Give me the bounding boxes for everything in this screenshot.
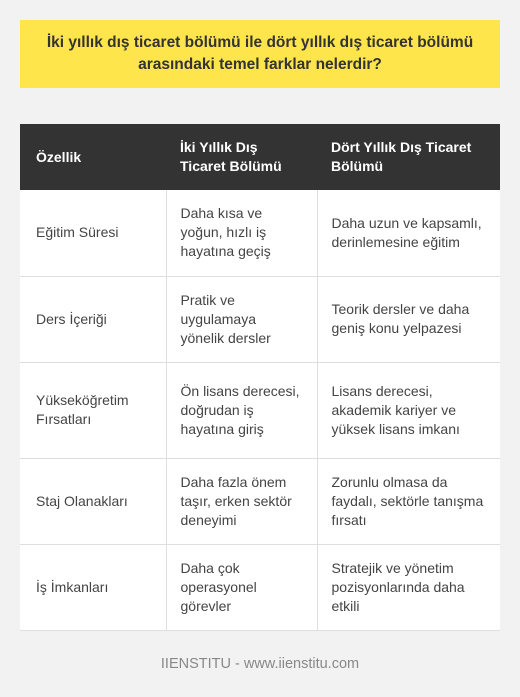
row-two-year: Pratik ve uygulamaya yönelik dersler	[166, 276, 317, 362]
row-four-year: Teorik dersler ve daha geniş konu yelpazesi	[317, 276, 500, 362]
row-feature: Staj Olanakları	[20, 458, 166, 544]
table-row	[20, 190, 500, 276]
row-two-year: Daha fazla önem taşır, erken sektör deneyimi	[166, 458, 317, 544]
row-four-year: Lisans derecesi, akademik kariyer ve yüksek lisans imkanı	[317, 362, 500, 458]
title-banner	[20, 20, 500, 88]
table-row	[20, 362, 500, 458]
row-two-year: Ön lisans derecesi, doğrudan iş hayatına giriş	[166, 362, 317, 458]
header-two-year: İki Yıllık Dış Ticaret Bölümü	[166, 124, 317, 190]
page-title: İki yıllık dış ticaret bölümü ile dört yıllık dış ticaret bölümü arasındaki temel farklar nelerdir?	[46, 34, 474, 73]
row-four-year: Daha uzun ve kapsamlı, derinlemesine eğitim	[317, 190, 500, 276]
header-feature: Özellik	[20, 124, 166, 190]
header-four-year: Dört Yıllık Dış Ticaret Bölümü	[317, 124, 500, 190]
comparison-table	[20, 124, 500, 631]
row-feature: Eğitim Süresi	[20, 190, 166, 276]
table-row	[20, 458, 500, 544]
table-row	[20, 276, 500, 362]
row-two-year: Daha kısa ve yoğun, hızlı iş hayatına geçiş	[166, 190, 317, 276]
row-four-year: Stratejik ve yönetim pozisyonlarında daha etkili	[317, 544, 500, 630]
table-header-row	[20, 124, 500, 190]
row-feature: Yükseköğretim Fırsatları	[20, 362, 166, 458]
row-feature: İş İmkanları	[20, 544, 166, 630]
row-two-year: Daha çok operasyonel görevler	[166, 544, 317, 630]
row-feature: Ders İçeriği	[20, 276, 166, 362]
row-four-year: Zorunlu olmasa da faydalı, sektörle tanışma fırsatı	[317, 458, 500, 544]
footer-credit: IIENSTITU - www.iienstitu.com	[160, 656, 360, 672]
table-row	[20, 544, 500, 630]
